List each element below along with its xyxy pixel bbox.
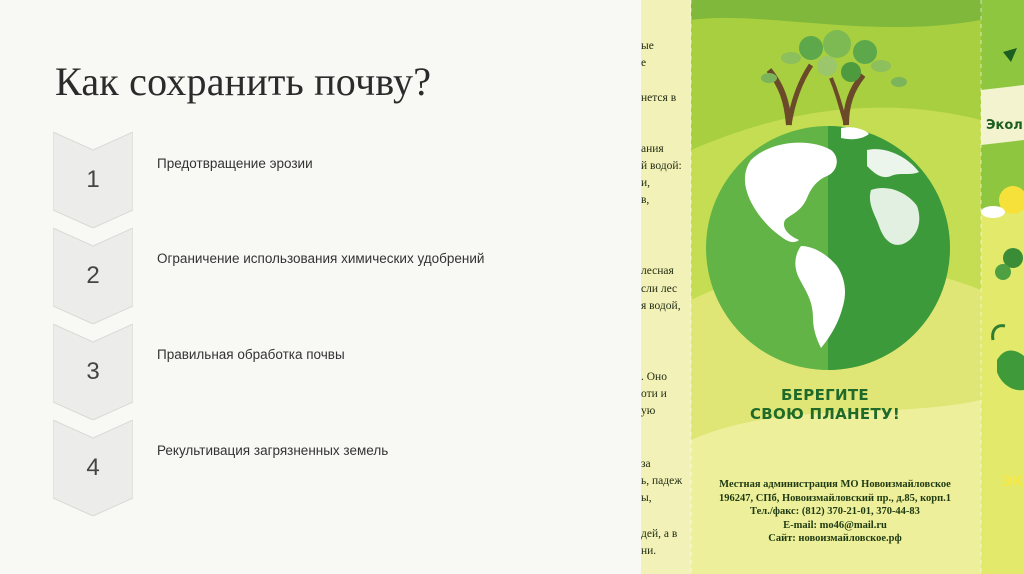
- text-fragment: оти и: [641, 388, 667, 400]
- text-fragment: дей, а в: [641, 528, 678, 540]
- text-fragment: . Оно: [641, 371, 667, 383]
- brochure-motto: [705, 386, 945, 424]
- contact-line: E-mail: mo46@mail.ru: [783, 519, 887, 531]
- brochure-right-fragment: ЭК: [1002, 474, 1024, 490]
- text-fragment: я водой,: [641, 300, 681, 312]
- contact-line: Местная администрация МО Новоизмайловское: [719, 479, 951, 490]
- text-fragment: нется в: [641, 92, 677, 104]
- text-fragment: й водой:: [641, 160, 682, 172]
- step-number: 3: [86, 358, 100, 385]
- step-3: [53, 324, 133, 420]
- slide-title: Как сохранить почву?: [55, 59, 432, 104]
- contact-line: Сайт: новоизмайловское.рф: [768, 533, 902, 544]
- text-fragment: ые: [641, 40, 654, 52]
- step-1: [53, 132, 133, 228]
- step-text: Предотвращение эрозии: [157, 156, 313, 171]
- step-text: Ограничение использования химических удобрений: [157, 251, 485, 266]
- step-2: [53, 228, 133, 324]
- text-fragment: сли лес: [641, 283, 678, 295]
- text-fragment: ни.: [641, 545, 657, 557]
- text-fragment: ания: [641, 143, 664, 155]
- text-fragment: ую: [641, 405, 656, 417]
- motto-line: СВОЮ ПЛАНЕТУ!: [750, 405, 900, 423]
- step-number: 1: [86, 166, 100, 193]
- text-fragment: е: [641, 57, 647, 69]
- brochure-contacts: [685, 478, 985, 546]
- contact-line: 196247, СПб, Новоизмайловский пр., д.85, корп.1: [719, 492, 951, 504]
- step-number: 2: [86, 262, 100, 289]
- text-fragment: и,: [641, 177, 651, 189]
- contact-line: Тел./факс: (812) 370-21-01, 370-44-83: [750, 506, 920, 517]
- brochure-heading: Экол: [986, 118, 1023, 133]
- step-number: 4: [86, 454, 100, 481]
- text-fragment: в,: [641, 194, 650, 206]
- text-fragment: ь, падеж: [641, 475, 683, 487]
- text-fragment: лесная: [641, 265, 674, 277]
- motto-line: БЕРЕГИТЕ: [781, 386, 869, 404]
- step-text: Рекультивация загрязненных земель: [157, 443, 389, 458]
- step-text: Правильная обработка почвы: [157, 347, 345, 362]
- text-fragment: за: [641, 458, 651, 470]
- step-4: [53, 420, 133, 516]
- text-fragment: ы,: [641, 492, 652, 504]
